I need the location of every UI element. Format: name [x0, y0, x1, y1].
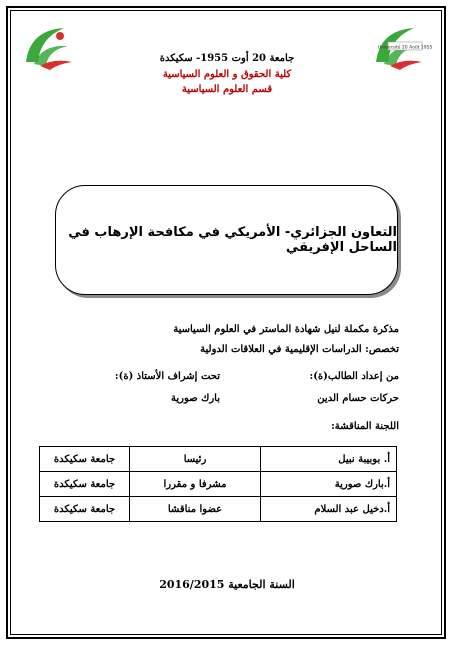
table-row: [40, 472, 397, 497]
member-name: أ.بارك صورية: [261, 472, 397, 497]
university-name: جامعة 20 أوت 1955- سكيكدة: [159, 53, 295, 64]
member-name: أ.دخيل عبد السلام: [261, 497, 397, 522]
specialization: تخصص: الدراسات الإقليمية في العلاقات الدولية: [200, 344, 399, 355]
university-logo-left: [20, 22, 76, 74]
title-frame: [55, 185, 398, 295]
faculty-name: كلية الحقوق و العلوم السياسية: [162, 69, 292, 80]
supervisor-name: بارك صورية: [170, 393, 220, 404]
member-university: جامعة سكيكدة: [40, 497, 130, 522]
student-name: حركات حسام الدين: [317, 393, 399, 404]
thesis-title: التعاون الجزائري- الأمريكي في مكافحة الإرهاب في الساحل الإفريقي: [68, 225, 397, 255]
member-university: جامعة سكيكدة: [40, 472, 130, 497]
supervisor-label: تحت إشراف الأستاذ (ة):: [114, 371, 220, 382]
member-name: أ. بوبيبة نبيل: [261, 447, 397, 472]
member-role: عضوا مناقشا: [130, 497, 261, 522]
committee-table: [39, 446, 397, 522]
university-logo-right: [370, 22, 433, 74]
member-role: مشرفا و مقررا: [130, 472, 261, 497]
member-role: رئيسا: [130, 447, 261, 472]
member-university: جامعة سكيكدة: [40, 447, 130, 472]
committee-label: اللجنة المناقشة:: [331, 421, 399, 432]
table-row: [40, 447, 397, 472]
academic-year: السنة الجامعية 2016/2015: [159, 578, 295, 591]
prepared-by-label: من إعداد الطالب(ة):: [309, 371, 399, 382]
table-row: [40, 497, 397, 522]
memo-statement: مذكرة مكملة لنيل شهادة الماستر في العلوم السياسية: [173, 324, 399, 335]
logo-text: Université 20 Août 1955: [377, 45, 433, 51]
department-name: قسم العلوم السياسية: [181, 84, 273, 95]
